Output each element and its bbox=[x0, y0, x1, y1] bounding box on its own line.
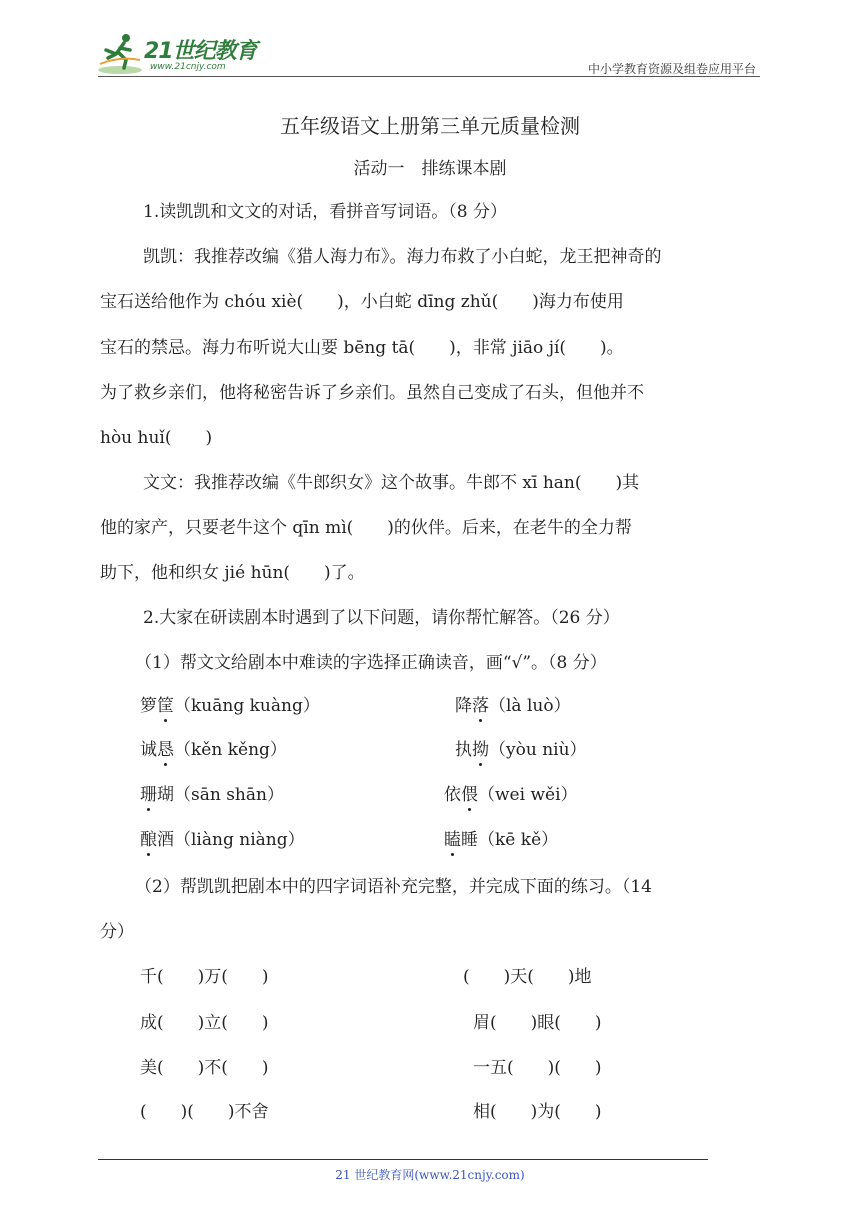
idiom-blank[interactable]: 相( )为( ) bbox=[473, 1102, 602, 1122]
q1-stem: 1.读凯凯和文文的对话，看拼音写词语。（8 分） bbox=[143, 202, 507, 222]
idiom-blank[interactable]: ( )( )不舍 bbox=[140, 1102, 269, 1122]
q2-part2-instruction-line1: （2）帮凯凯把剧本中的四字词语补充完整，并完成下面的练习。（14 bbox=[135, 877, 652, 897]
pron-item: 诚恳（kěn kěng） bbox=[140, 740, 287, 760]
q1-paragraph1-line3: 宝石的禁忌。海力布听说大山要 bēng tā( )，非常 jiāo jí( )。 bbox=[100, 338, 624, 358]
q1-paragraph2-line3: 助下，他和织女 jié hūn( )了。 bbox=[100, 563, 365, 583]
page-subtitle: 活动一 排练课本剧 bbox=[353, 159, 507, 179]
pron-item: 执拗（yòu niù） bbox=[455, 740, 587, 760]
q2-part2-instruction-line2: 分） bbox=[100, 922, 134, 942]
q1-paragraph1-line5: hòu huǐ( ) bbox=[100, 428, 213, 448]
idiom-blank[interactable]: 千( )万( ) bbox=[140, 967, 269, 987]
q1-paragraph1-line1: 凯凯：我推荐改编《猎人海力布》。海力布救了小白蛇，龙王把神奇的 bbox=[143, 247, 662, 267]
site-logo[interactable] bbox=[96, 30, 266, 80]
q1-paragraph2-line1: 文文：我推荐改编《牛郎织女》这个故事。牛郎不 xī han( )其 bbox=[143, 473, 640, 493]
runner-logo-icon bbox=[96, 30, 144, 76]
header-platform-text: 中小学教育资源及组卷应用平台 bbox=[587, 62, 756, 76]
idiom-blank[interactable]: 成( )立( ) bbox=[140, 1013, 269, 1033]
q1-paragraph2-line2: 他的家产，只要老牛这个 qīn mì( )的伙伴。后来，在老牛的全力帮 bbox=[100, 518, 632, 538]
logo-url: www.21cnjy.com bbox=[150, 62, 226, 72]
pron-item: 依偎（wei wěi） bbox=[444, 785, 578, 805]
header-divider bbox=[98, 76, 760, 77]
page-title: 五年级语文上册第三单元质量检测 bbox=[280, 114, 580, 138]
footer-link[interactable]: 21 世纪教育网(www.21cnjy.com) bbox=[335, 1168, 525, 1182]
q1-paragraph1-line4: 为了救乡亲们，他将秘密告诉了乡亲们。虽然自己变成了石头，但他并不 bbox=[100, 383, 644, 403]
q2-part1-instruction: （1）帮文文给剧本中难读的字选择正确读音，画“√”。（8 分） bbox=[135, 653, 607, 673]
idiom-blank[interactable]: ( )天( )地 bbox=[463, 967, 592, 987]
q1-paragraph1-line2: 宝石送给他作为 chóu xiè( )，小白蛇 dīng zhǔ( )海力布使用 bbox=[100, 292, 624, 312]
footer-divider bbox=[98, 1159, 708, 1160]
pron-item: 珊瑚（sān shān） bbox=[140, 785, 284, 805]
q2-stem: 2.大家在研读剧本时遇到了以下问题，请你帮忙解答。（26 分） bbox=[143, 608, 620, 628]
idiom-blank[interactable]: 眉( )眼( ) bbox=[473, 1013, 602, 1033]
pron-item: 瞌睡（kē kě） bbox=[444, 830, 559, 850]
logo-text: 21世纪教育 bbox=[144, 39, 257, 64]
pron-item: 箩筐（kuāng kuàng） bbox=[140, 696, 320, 716]
idiom-blank[interactable]: 美( )不( ) bbox=[140, 1058, 269, 1078]
pron-item: 酿酒（liàng niàng） bbox=[140, 830, 305, 850]
idiom-blank[interactable]: 一五( )( ) bbox=[473, 1058, 602, 1078]
pron-item: 降落（là luò） bbox=[455, 696, 571, 716]
